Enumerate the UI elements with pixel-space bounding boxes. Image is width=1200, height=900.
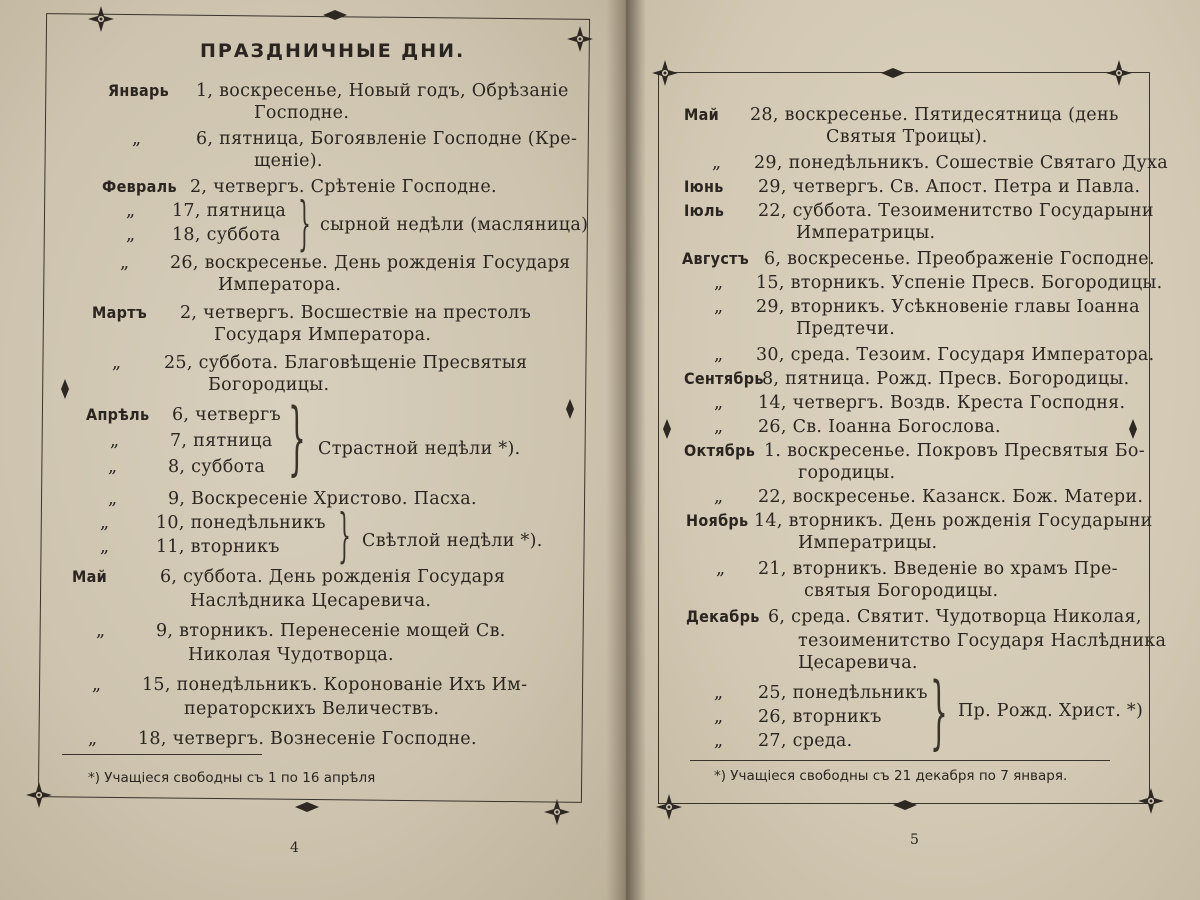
holiday-line: 9, вторникъ. Перенесеніе мощей Св. [156,621,506,641]
floral-corner-ornament-icon [648,56,682,90]
side-ornament-icon [565,398,575,420]
holiday-line: 28, воскресенье. Пятидесятница (день [750,105,1119,125]
ditto-mark: „ [714,707,724,727]
holiday-line: 6, суббота. День рожденія Государя [160,567,506,587]
holiday-line: 26, воскресенье. День рожденія Государя [170,253,571,273]
floral-corner-ornament-icon [563,22,597,56]
month-label: Май [72,567,108,586]
month-label: Май [684,105,720,124]
ditto-mark: „ [714,487,724,507]
brace-mark: } [298,189,311,257]
holiday-line: 26, Св. Іоанна Богослова. [758,417,1001,437]
ditto-mark: „ [108,489,118,509]
month-label: Декабрь [686,607,760,626]
footnote: *) Учащіеся свободны съ 21 декабря по 7 января. [714,768,1068,784]
footnote-rule [62,754,262,755]
ditto-mark: „ [120,253,130,273]
month-label: Сентябрь [684,369,764,388]
ditto-mark: „ [112,353,122,373]
holiday-line: городицы. [798,463,896,483]
brace-annotation: Страстной недѣли *). [318,439,521,459]
holiday-line: 29, четвергъ. Св. Апост. Петра и Павла. [758,177,1141,197]
side-ornament-icon [662,418,672,440]
ditto-mark: „ [100,537,110,557]
holiday-line: 10, понедѣльникъ [156,513,326,533]
holiday-line: 8, пятница. Рожд. Пресв. Богородицы. [762,369,1130,389]
holiday-line: Николая Чудотворца. [188,645,394,665]
holiday-line: 25, суббота. Благовѣщеніе Пресвятыя [164,353,528,373]
floral-corner-ornament-icon [1102,56,1136,90]
holiday-line: 18, четвергъ. Вознесеніе Господне. [138,729,477,749]
holiday-line: Цесаревича. [798,653,918,673]
holiday-line: 14, четвергъ. Воздв. Креста Господня. [758,393,1126,413]
brace-annotation: сырной недѣли (масляница) [320,215,589,235]
brace-annotation: Пр. Рожд. Христ. *) [958,701,1144,721]
ditto-mark: „ [110,431,120,451]
holiday-line: 25, понедѣльникъ [758,683,928,703]
ditto-mark: „ [714,345,724,365]
footnote-rule [690,760,1110,761]
holiday-line: 6, пятница, Богоявленіе Господне (Кре- [196,129,578,149]
mid-ornament-icon [880,66,906,80]
mid-ornament-icon [322,8,348,22]
holiday-line: Наслѣдника Цесаревича. [190,591,432,611]
book-gutter [606,0,646,900]
holiday-line: 26, вторникъ [758,707,882,727]
month-label: Ноябрь [686,511,749,530]
holiday-line: 9, Воскресеніе Христово. Пасха. [168,489,477,509]
holiday-line: Государя Императора. [214,325,432,345]
month-label: Августъ [682,249,749,268]
holiday-line: 29, понедѣльникъ. Сошествіе Святаго Духа [754,153,1169,173]
ditto-mark: „ [100,513,110,533]
ditto-mark: „ [714,683,724,703]
ditto-mark: „ [126,225,136,245]
page-number: 5 [910,832,919,848]
month-label: Іюль [684,201,725,220]
holiday-line: 17, пятница [172,201,287,221]
ditto-mark: „ [96,621,106,641]
holiday-line: 21, вторникъ. Введеніе во храмъ Пре- [758,559,1118,579]
ditto-mark: „ [716,559,726,579]
right-page [628,0,1200,900]
month-label: Октябрь [684,441,756,460]
holiday-line: 22, суббота. Тезоименитство Государыни [758,201,1154,221]
holiday-line: 2, четвергъ. Восшествіе на престолъ [180,303,532,323]
ditto-mark: „ [88,729,98,749]
holiday-line: 14, вторникъ. День рожденія Государыни [754,511,1153,531]
holiday-line: Предтечи. [796,319,896,339]
holiday-line: 6, среда. Святит. Чудотворца Николая, [768,607,1142,627]
holiday-line: тезоименитство Государя Наслѣдника [798,631,1167,651]
side-ornament-icon [1128,418,1138,440]
month-label: Іюнь [684,177,724,196]
ditto-mark: „ [126,201,136,221]
holiday-line: ператорскихъ Величествъ. [184,699,440,719]
holiday-line: 29, вторникъ. Усѣкновеніе главы Іоанна [756,297,1140,317]
holiday-line: 15, вторникъ. Успеніе Пресв. Богородицы. [756,273,1163,293]
ditto-mark: „ [714,297,724,317]
ditto-mark: „ [714,731,724,751]
floral-corner-ornament-icon [22,778,56,812]
ditto-mark: „ [92,675,102,695]
brace-annotation: Свѣтлой недѣли *). [362,531,543,551]
holiday-line: Императрицы. [798,533,938,553]
mid-ornament-icon [294,800,320,814]
holiday-line: 6, четвергъ [172,405,281,425]
side-ornament-icon [60,378,70,400]
holiday-line: 22, воскресенье. Казанск. Бож. Матери. [758,487,1144,507]
ditto-mark: „ [132,129,142,149]
holiday-line: Императора. [218,275,342,295]
holiday-line: Императрицы. [796,223,936,243]
month-label: Январь [108,81,170,100]
holiday-line: 7, пятница [170,431,273,451]
brace-mark: } [338,501,351,569]
ditto-mark: „ [712,153,722,173]
brace-mark: } [288,391,306,484]
ditto-mark: „ [714,417,724,437]
page-number: 4 [290,840,299,856]
holiday-line: 1. воскресенье. Покровъ Пресвятыя Бо- [764,441,1145,461]
ditto-mark: „ [108,457,118,477]
holiday-line: Господне. [254,103,350,123]
holiday-line: Богородицы. [208,375,330,395]
holiday-line: 2, четвергъ. Срѣтеніе Господне. [190,177,497,197]
holiday-line: 1, воскресенье, Новый годъ, Обрѣзаніе [196,81,569,101]
ditto-mark: „ [714,273,724,293]
holiday-line: 27, среда. [758,731,853,751]
holiday-line: 6, воскресенье. Преображеніе Господне. [764,249,1155,269]
floral-corner-ornament-icon [84,2,118,36]
month-label: Апрѣль [86,405,150,424]
floral-corner-ornament-icon [652,790,686,824]
holiday-line: святыя Богородицы. [804,581,999,601]
holiday-line: 18, суббота [172,225,281,245]
footnote: *) Учащіеся свободны съ 1 по 16 апрѣля [88,770,376,786]
holiday-line: 8, суббота [168,457,266,477]
holiday-line: Святыя Троицы). [826,127,988,147]
floral-corner-ornament-icon [540,795,574,829]
holiday-line: щеніе). [254,151,323,171]
page-title: ПРАЗДНИЧНЫЕ ДНИ. [200,40,466,62]
mid-ornament-icon [892,798,918,812]
month-label: Февраль [102,177,177,196]
floral-corner-ornament-icon [1134,784,1168,818]
holiday-line: 30, среда. Тезоим. Государя Императора. [756,345,1155,365]
holiday-line: 11, вторникъ [156,537,280,557]
month-label: Мартъ [92,303,148,322]
holiday-line: 15, понедѣльникъ. Коронованіе Ихъ Им- [142,675,528,695]
brace-mark: } [930,665,948,758]
ditto-mark: „ [714,393,724,413]
